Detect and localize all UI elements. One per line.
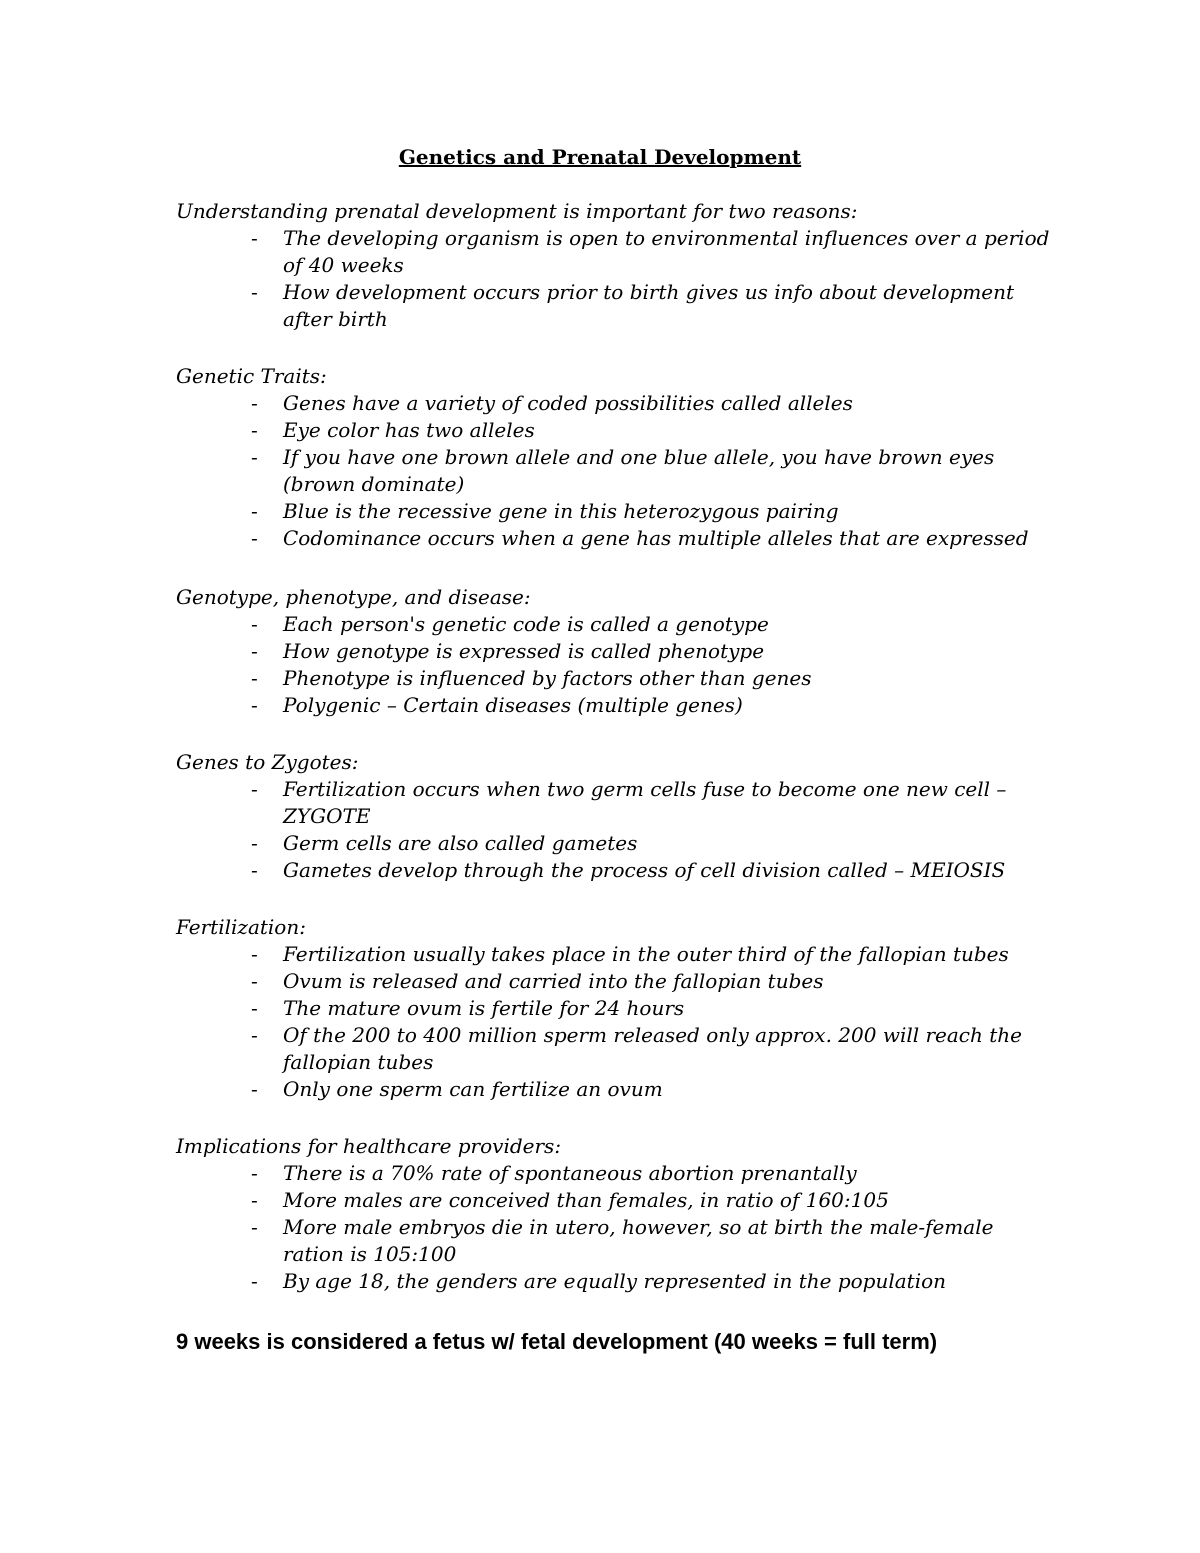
list-item-text: The mature ovum is fertile for 24 hours [283,996,685,1020]
page-title: Genetics and Prenatal Development [398,145,802,169]
list-item-text: Fertilization usually takes place in the outer third of the fallopian tubes [283,942,1009,966]
list-item-text: There is a 70% rate of spontaneous abortion prenantally [283,1161,857,1185]
list-item [176,1214,1056,1268]
section-heading: Understanding prenatal development is important for two reasons: [176,199,858,223]
list-item-text: The developing organism is open to environmental influences over a period of 40 weeks [283,226,1050,277]
list-item-text: Of the 200 to 400 million sperm released only approx. 200 will reach the fallopian tubes [283,1023,1023,1074]
list-item-text: Codominance occurs when a gene has multiple alleles that are expressed [283,526,1029,550]
list-item [176,1160,1056,1187]
dash-bullet: - [251,445,258,469]
dash-bullet: - [251,942,258,966]
list-item-text: Phenotype is influenced by factors other than genes [283,666,812,690]
list-item [176,830,1056,857]
bullet-list [176,776,1056,884]
bullet-list [176,611,1056,719]
list-item-text: By age 18, the genders are equally represented in the population [283,1269,947,1293]
dash-bullet: - [251,1023,258,1047]
list-item-text: Fertilization occurs when two germ cells fuse to become one new cell – ZYGOTE [283,777,1007,828]
dash-bullet: - [251,777,258,801]
list-item-text: More male embryos die in utero, however, so at birth the male-female ration is 105:100 [283,1215,994,1266]
list-item-text: Ovum is released and carried into the fallopian tubes [283,969,824,993]
dash-bullet: - [251,858,258,882]
dash-bullet: - [251,418,258,442]
list-item-text: More males are conceived than females, in ratio of 160:105 [283,1188,889,1212]
list-item [176,1022,1056,1076]
list-item-text: Blue is the recessive gene in this heterozygous pairing [283,499,839,523]
list-item-text: Eye color has two alleles [283,418,535,442]
list-item [176,665,1056,692]
dash-bullet: - [251,996,258,1020]
dash-bullet: - [251,526,258,550]
bullet-list [176,390,1056,552]
list-item-text: Gametes develop through the process of cell division called – MEIOSIS [283,858,1006,882]
dash-bullet: - [251,666,258,690]
list-item [176,692,1056,719]
list-item [176,1268,1056,1295]
list-item [176,417,1056,444]
dash-bullet: - [251,612,258,636]
section-heading: Genetic Traits: [176,364,327,388]
summary-note: 9 weeks is considered a fetus w/ fetal development (40 weeks = full term) [176,1329,938,1354]
list-item-text: Only one sperm can fertilize an ovum [283,1077,663,1101]
section-heading: Genes to Zygotes: [176,750,359,774]
list-item-text: Each person's genetic code is called a genotype [283,612,769,636]
section-fertilization [176,914,1056,1103]
list-item-text: How genotype is expressed is called phenotype [283,639,765,663]
bullet-list [176,225,1056,333]
list-item [176,225,1056,279]
list-item [176,611,1056,638]
list-item [176,390,1056,417]
list-item [176,638,1056,665]
list-item [176,1076,1056,1103]
list-item [176,968,1056,995]
dash-bullet: - [251,831,258,855]
list-item-text: Polygenic – Certain diseases (multiple genes) [283,693,743,717]
list-item [176,857,1056,884]
list-item-text: Genes have a variety of coded possibilities called alleles [283,391,853,415]
list-item [176,444,1056,498]
list-item [176,995,1056,1022]
dash-bullet: - [251,1188,258,1212]
dash-bullet: - [251,1077,258,1101]
dash-bullet: - [251,969,258,993]
dash-bullet: - [251,1269,258,1293]
list-item [176,525,1056,552]
list-item [176,1187,1056,1214]
list-item [176,279,1056,333]
list-item [176,498,1056,525]
bullet-list [176,1160,1056,1295]
section-genotype-phenotype [176,584,1056,719]
section-genetic-traits [176,363,1056,552]
dash-bullet: - [251,226,258,250]
section-understanding-prenatal [176,198,1056,333]
dash-bullet: - [251,280,258,304]
dash-bullet: - [251,391,258,415]
section-heading: Genotype, phenotype, and disease: [176,585,531,609]
dash-bullet: - [251,1161,258,1185]
dash-bullet: - [251,639,258,663]
section-implications [176,1133,1056,1295]
list-item [176,941,1056,968]
list-item [176,776,1056,830]
list-item-text: How development occurs prior to birth gives us info about development after birth [283,280,1015,331]
section-heading: Implications for healthcare providers: [176,1134,562,1158]
bullet-list [176,941,1056,1103]
list-item-text: Germ cells are also called gametes [283,831,638,855]
section-genes-to-zygotes [176,749,1056,884]
section-heading: Fertilization: [176,915,306,939]
list-item-text: If you have one brown allele and one blue allele, you have brown eyes (brown dominate) [283,445,995,496]
dash-bullet: - [251,693,258,717]
dash-bullet: - [251,499,258,523]
dash-bullet: - [251,1215,258,1239]
